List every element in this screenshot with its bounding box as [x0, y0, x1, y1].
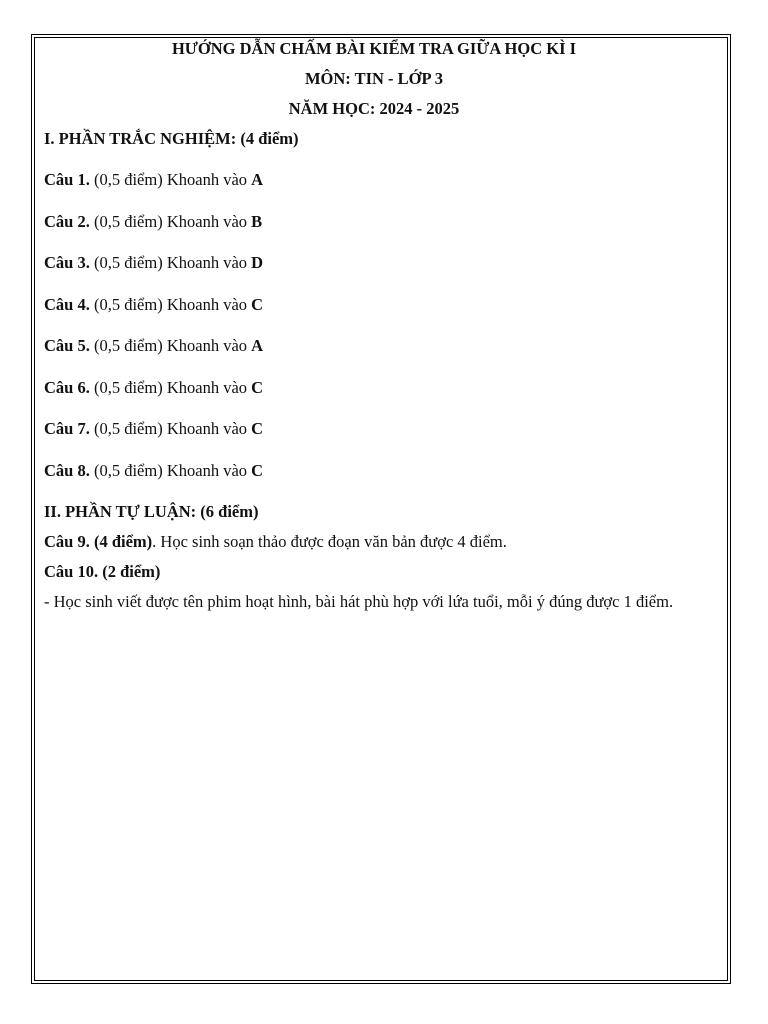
question-label: Câu 4. [44, 294, 90, 314]
answer-row-8 [44, 460, 704, 502]
question-answer: C [251, 419, 264, 438]
subject-line: MÔN: TIN - LỚP 3 [304, 69, 444, 88]
part1-heading: I. PHẦN TRẮC NGHIỆM: (4 điểm) [44, 129, 299, 148]
question-10-label-text: Câu 10. (2 điểm) [44, 562, 161, 581]
question-points: (0,5 điểm) Khoanh vào [89, 294, 252, 314]
question-answer: D [251, 253, 264, 272]
question-points: (0,5 điểm) Khoanh vào [89, 170, 252, 189]
question-10-label [44, 561, 704, 591]
question-label: Câu 7. [44, 419, 90, 438]
answer-row-7 [44, 418, 704, 460]
question-9-label: Câu 9. (4 điểm) [44, 532, 153, 551]
part2-heading: II. PHẦN TỰ LUẬN: (6 điểm) [44, 502, 259, 521]
question-points: (0,5 điểm) Khoanh vào [89, 253, 252, 272]
answer-row-6 [44, 377, 704, 419]
question-answer: C [251, 377, 264, 397]
question-points: (0,5 điểm) Khoanh vào [89, 377, 252, 397]
question-9-text: . Học sinh soạn thảo được đoạn văn bản được 4 điểm. [152, 532, 507, 551]
question-9 [44, 531, 704, 561]
answer-row-4 [44, 294, 704, 336]
question-answer: C [251, 294, 264, 314]
answer-row-2 [44, 211, 704, 253]
question-points: (0,5 điểm) Khoanh vào [89, 336, 252, 355]
answer-row-1 [44, 169, 704, 211]
answer-row-3 [44, 252, 704, 294]
question-label: Câu 2. [44, 211, 90, 231]
question-points: (0,5 điểm) Khoanh vào [89, 460, 252, 480]
question-label: Câu 1. [44, 170, 90, 189]
answer-row-5 [44, 335, 704, 377]
question-label: Câu 8. [44, 460, 90, 480]
document-body [44, 38, 704, 613]
question-label: Câu 6. [44, 377, 90, 397]
question-points: (0,5 điểm) Khoanh vào [89, 211, 252, 231]
question-answer: B [251, 211, 263, 231]
question-answer: A [251, 336, 264, 355]
question-points: (0,5 điểm) Khoanh vào [89, 419, 252, 438]
document-title: HƯỚNG DẪN CHẤM BÀI KIỂM TRA GIỮA HỌC KÌ I [171, 39, 577, 58]
question-label: Câu 5. [44, 336, 90, 355]
question-label: Câu 3. [44, 253, 90, 272]
answer-list [44, 169, 704, 501]
question-10-text: - Học sinh viết được tên phim hoạt hình, bài hát phù hợp với lứa tuổi, mỗi ý đúng được 1 điểm. [44, 592, 674, 611]
question-answer: A [251, 170, 264, 189]
question-answer: C [251, 460, 264, 480]
school-year-line: NĂM HỌC: 2024 - 2025 [288, 99, 460, 118]
